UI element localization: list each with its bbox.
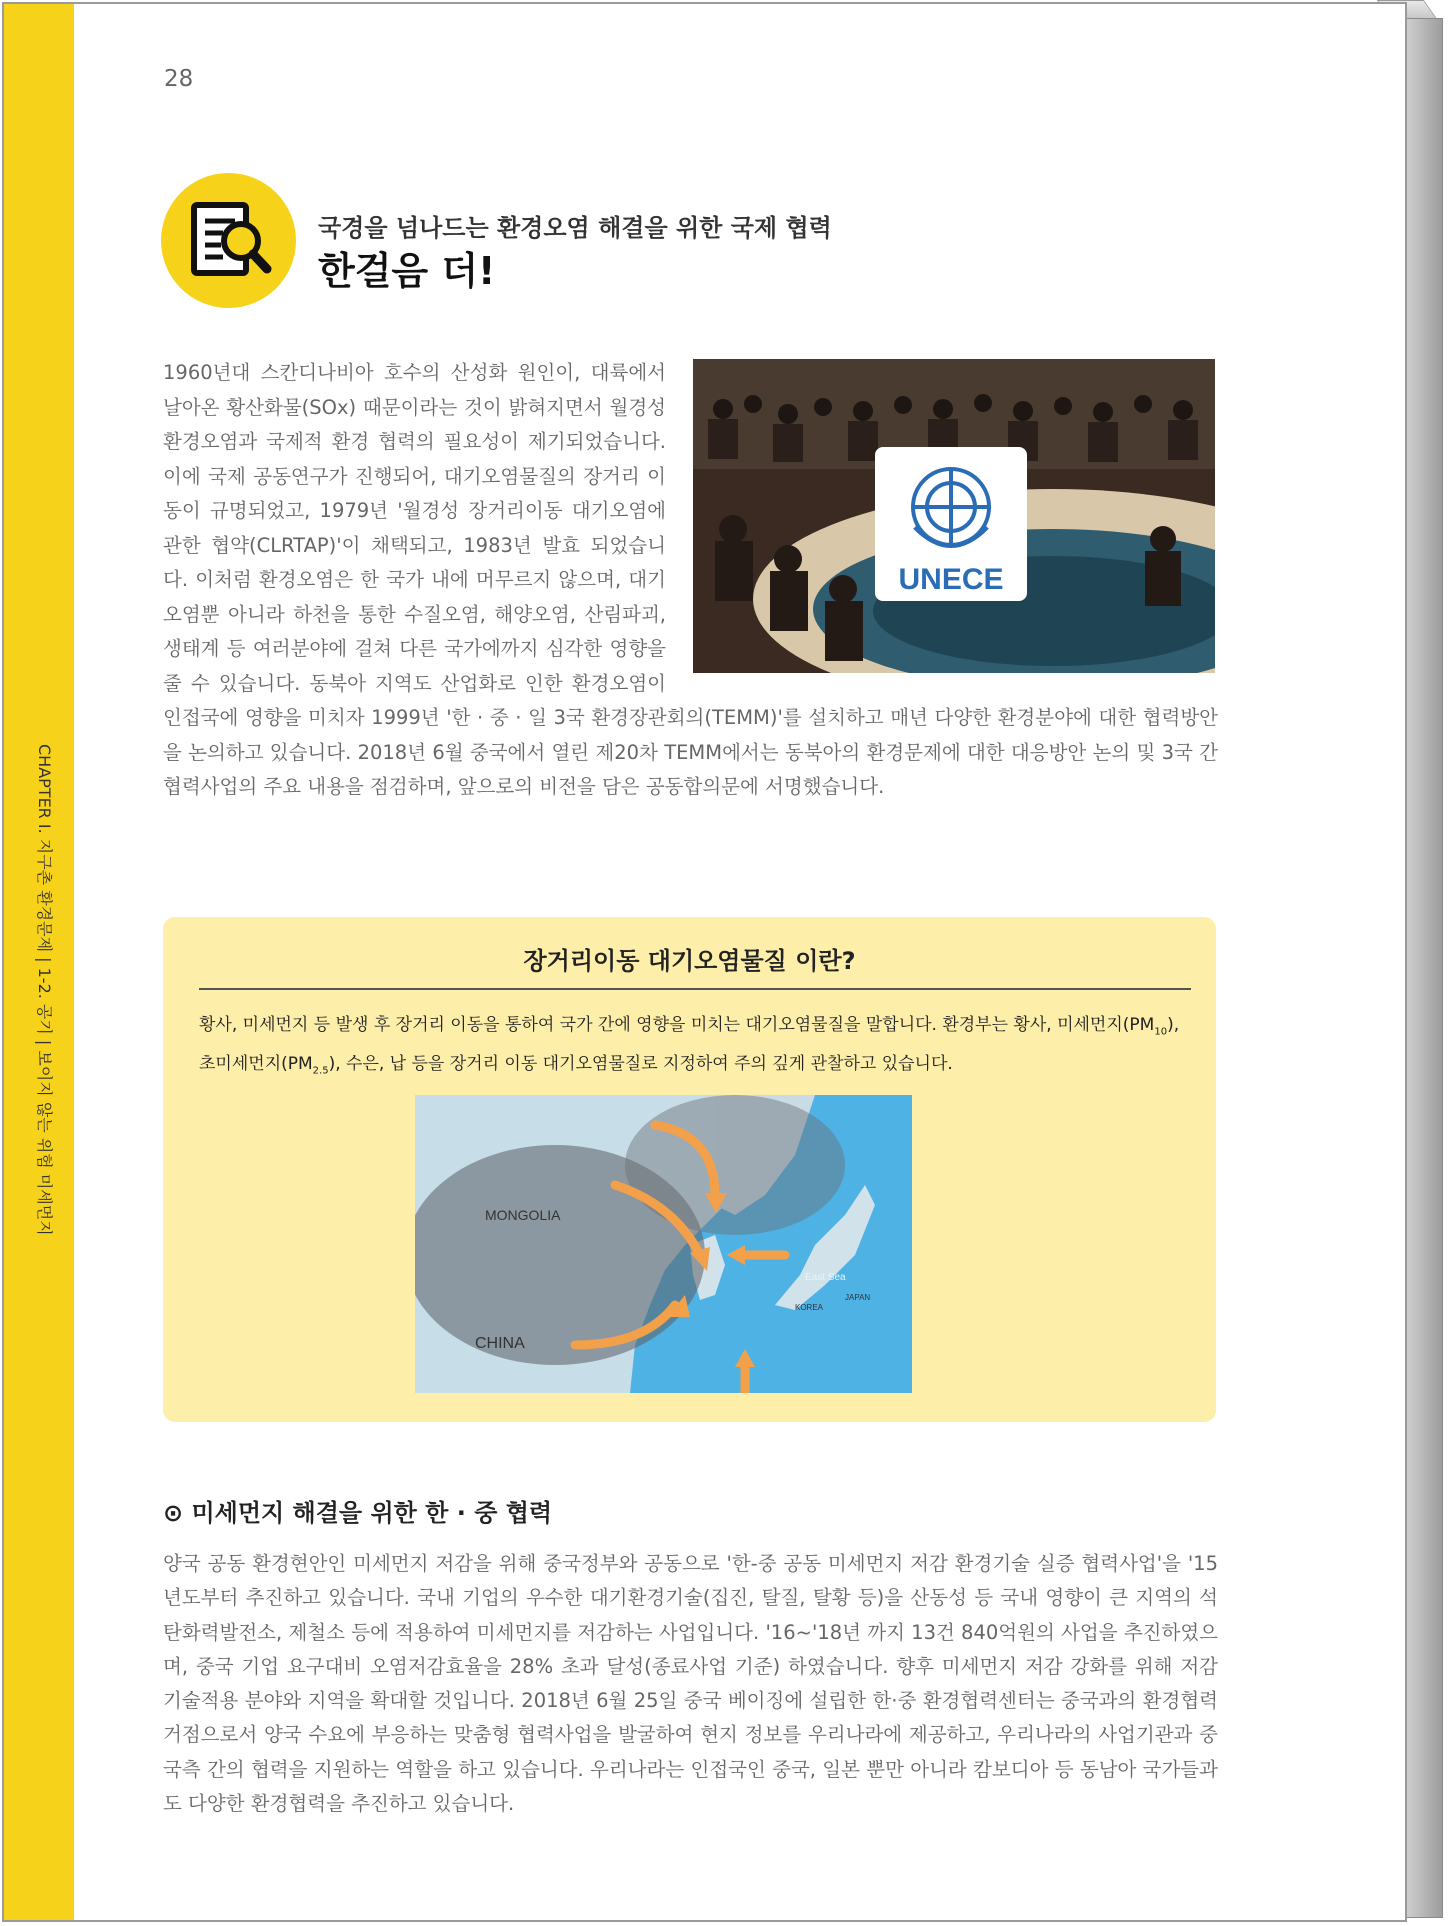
document-search-icon (161, 173, 296, 308)
map-label-mongolia: MONGOLIA (485, 1207, 561, 1223)
section-paragraph: 양국 공동 환경현안인 미세먼지 저감을 위해 중국정부와 공동으로 '한-중 공동 미세먼지 저감 환경기술 실증 협력사업'을 '15년도부터 추진하고 있습니다. 국내 기업의 우수한 대기환경기술(집진, 탈질, 탈황 등)을 산동성 등 국내 영향이 큰 지역의 석탄화력발전소, 제철소 등에 적용하여 미세먼지를 저감하는 사업입니다. '16~'18년 까지 13건 840억원의 사업을 추진하였으며, 중국 기업 요구대비 오염저감효율을 28% 초과 달성(종료사업 기준) 하였습니다. 향후 미세먼지 저감 강화를 위해 저감 기술적용 분야와 지역을 확대할 것입니다. 2018년 6월 25일 중국 베이징에 설립한 한·중 환경협력센터는 중국과의 환경협력 거점으로서 양국 수요에 부응하는 맞춤형 협력사업을 발굴하여 현지 정보를 우리나라에 제공하고, 우리나라의 사업기관과 중국측 간의 협력을 지원하는 역할을 하고 있습니다. 우리나라는 인접국인 중국, 일본 뿐만 아니라 캄보디아 등 동남아 국가들과도 다양한 환경협력을 추진하고 있습니다. (163, 1552, 1218, 1816)
section-body (163, 1547, 1218, 1821)
chapter-side-label: CHAPTER I. 지구촌 환경문제 | 1-2. 공기 | 보이지 않는 위험 미세먼지 (35, 744, 54, 1236)
map-label-japan: JAPAN (845, 1293, 871, 1302)
intro-paragraph: 1960년대 스칸디나비아 호수의 산성화 원인이, 대륙에서 날아온 황산화물(SOx) 때문이라는 것이 밝혀지면서 월경성 환경오염과 국제적 환경 협력의 필요성이 제기되었습니다. 이에 국제 공동연구가 진행되어, 대기오염물질의 장거리 이동이 규명되었고, 1979년 '월경성 장거리이동 대기오염에 관한 협약(CLRTAP)'이 채택되고, 1983년 발효 되었습니다. 이처럼 환경오염은 한 국가 내에 머무르지 않으며, 대기오염뿐 아니라 하천을 통한 수질오염, 해양오염, 산림파괴, 생태계 등 여러분야에 걸쳐 다른 국가에까지 심각한 영향을 줄 수 있습니다. 동북아 지역도 산업화로 인한 환경오염이 인접국에 영향을 미치자 1999년 '한 · 중 · 일 3국 환경장관회의(TEMM)'를 설치하고 매년 다양한 환경분야에 대한 협력방안을 논의하고 있습니다. 2018년 6월 중국에서 열린 제20차 TEMM에서는 동북아의 환경문제에 대한 대응방안 논의 및 3국 간 협력사업의 주요 내용을 점검하며, 앞으로의 비전을 담은 공동합의문에 서명했습니다. (163, 361, 1218, 798)
unece-logo-label: UNECE (898, 563, 1004, 596)
definition-title: 장거리이동 대기오염물질 이란? (523, 947, 856, 975)
definition-text: 황사, 미세먼지 등 발생 후 장거리 이동을 통하여 국가 간에 영향을 미치는 대기오염물질을 말합니다. 환경부는 황사, 미세먼지$(PM_{10})$, 초미세먼지$(PM_{2.5})$, 수은, 납 등을 장거리 이동 대기오염물질로 지정하여 주의 깊게 관찰하고 있습니다. (199, 1015, 1180, 1077)
east-asia-dust-map (415, 1095, 912, 1393)
map-label-china: CHINA (475, 1335, 525, 1352)
un-meeting-photo (693, 359, 1215, 673)
map-label-east-sea: East Sea (805, 1272, 846, 1283)
page-edge (1405, 18, 1443, 1918)
definition-divider (199, 988, 1191, 990)
definition-box (163, 917, 1216, 1422)
heading-subtitle: 국경을 넘나드는 환경오염 해결을 위한 국제 협력 (318, 214, 832, 242)
page-number: 28 (164, 66, 194, 92)
map-label-korea: KOREA (795, 1303, 824, 1312)
heading-title: 한걸음 더! (318, 249, 496, 293)
section-title: ⊙ 미세먼지 해결을 위한 한 · 중 협력 (163, 1499, 553, 1527)
